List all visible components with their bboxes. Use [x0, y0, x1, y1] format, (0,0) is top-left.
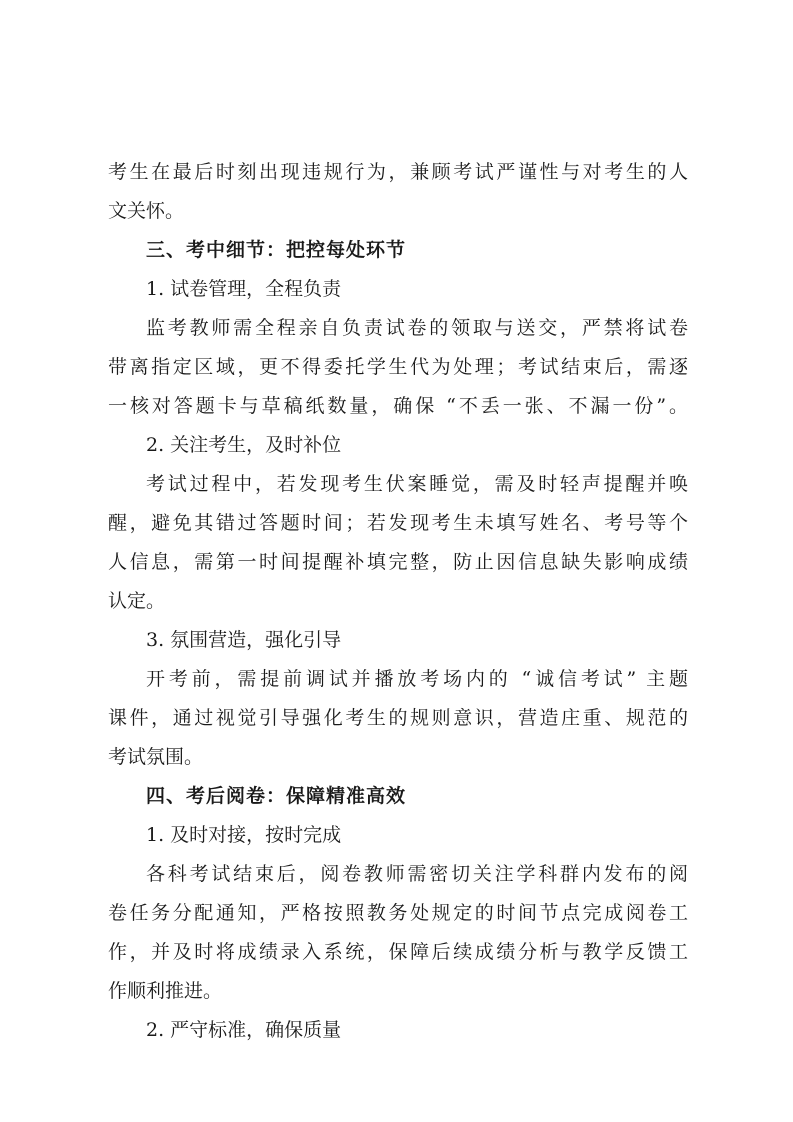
- paragraph-line: 考生在最后时刻出现违规行为，兼顾考试严谨性与对考生的人: [108, 161, 688, 183]
- paragraph-line: 人信息，需第一时间提醒补填完整，防止因信息缺失影响成绩: [108, 551, 688, 573]
- paragraph-line: 开考前，需提前调试并播放考场内的 “诚信考试” 主题: [146, 668, 688, 690]
- paragraph-line: 认定。: [108, 590, 166, 612]
- paragraph-line: 卷任务分配通知，严格按照教务处规定的时间节点完成阅卷工: [108, 902, 688, 924]
- paragraph-line: 作，并及时将成绩录入系统，保障后续成绩分析与教学反馈工: [108, 941, 688, 963]
- section-heading: 三、考中细节：把控每处环节: [146, 239, 407, 261]
- item-title: 3. 氛围营造，强化引导: [146, 629, 342, 651]
- item-title: 2. 关注考生，及时补位: [146, 434, 342, 456]
- paragraph-line: 带离指定区域，更不得委托学生代为处理；考试结束后，需逐: [108, 356, 688, 378]
- paragraph-line: 课件，通过视觉引导强化考生的规则意识，营造庄重、规范的: [108, 707, 688, 729]
- paragraph-line: 作顺利推进。: [108, 980, 223, 1002]
- item-title: 1. 及时对接，按时完成: [146, 824, 342, 846]
- paragraph-line: 醒，避免其错过答题时间；若发现考生未填写姓名、考号等个: [108, 512, 688, 534]
- paragraph-line: 考试过程中，若发现考生伏案睡觉，需及时轻声提醒并唤: [146, 473, 688, 495]
- paragraph-line: 监考教师需全程亲自负责试卷的领取与送交，严禁将试卷: [146, 317, 688, 339]
- item-title: 1. 试卷管理，全程负责: [146, 278, 342, 300]
- section-heading: 四、考后阅卷：保障精准高效: [146, 785, 407, 807]
- paragraph-line: 文关怀。: [108, 200, 185, 222]
- paragraph-line: 考试氛围。: [108, 746, 204, 768]
- item-title: 2. 严守标准，确保质量: [146, 1019, 342, 1041]
- paragraph-line: 一核对答题卡与草稿纸数量，确保 “不丢一张、不漏一份”。: [108, 395, 688, 417]
- paragraph-line: 各科考试结束后，阅卷教师需密切关注学科群内发布的阅: [146, 863, 688, 885]
